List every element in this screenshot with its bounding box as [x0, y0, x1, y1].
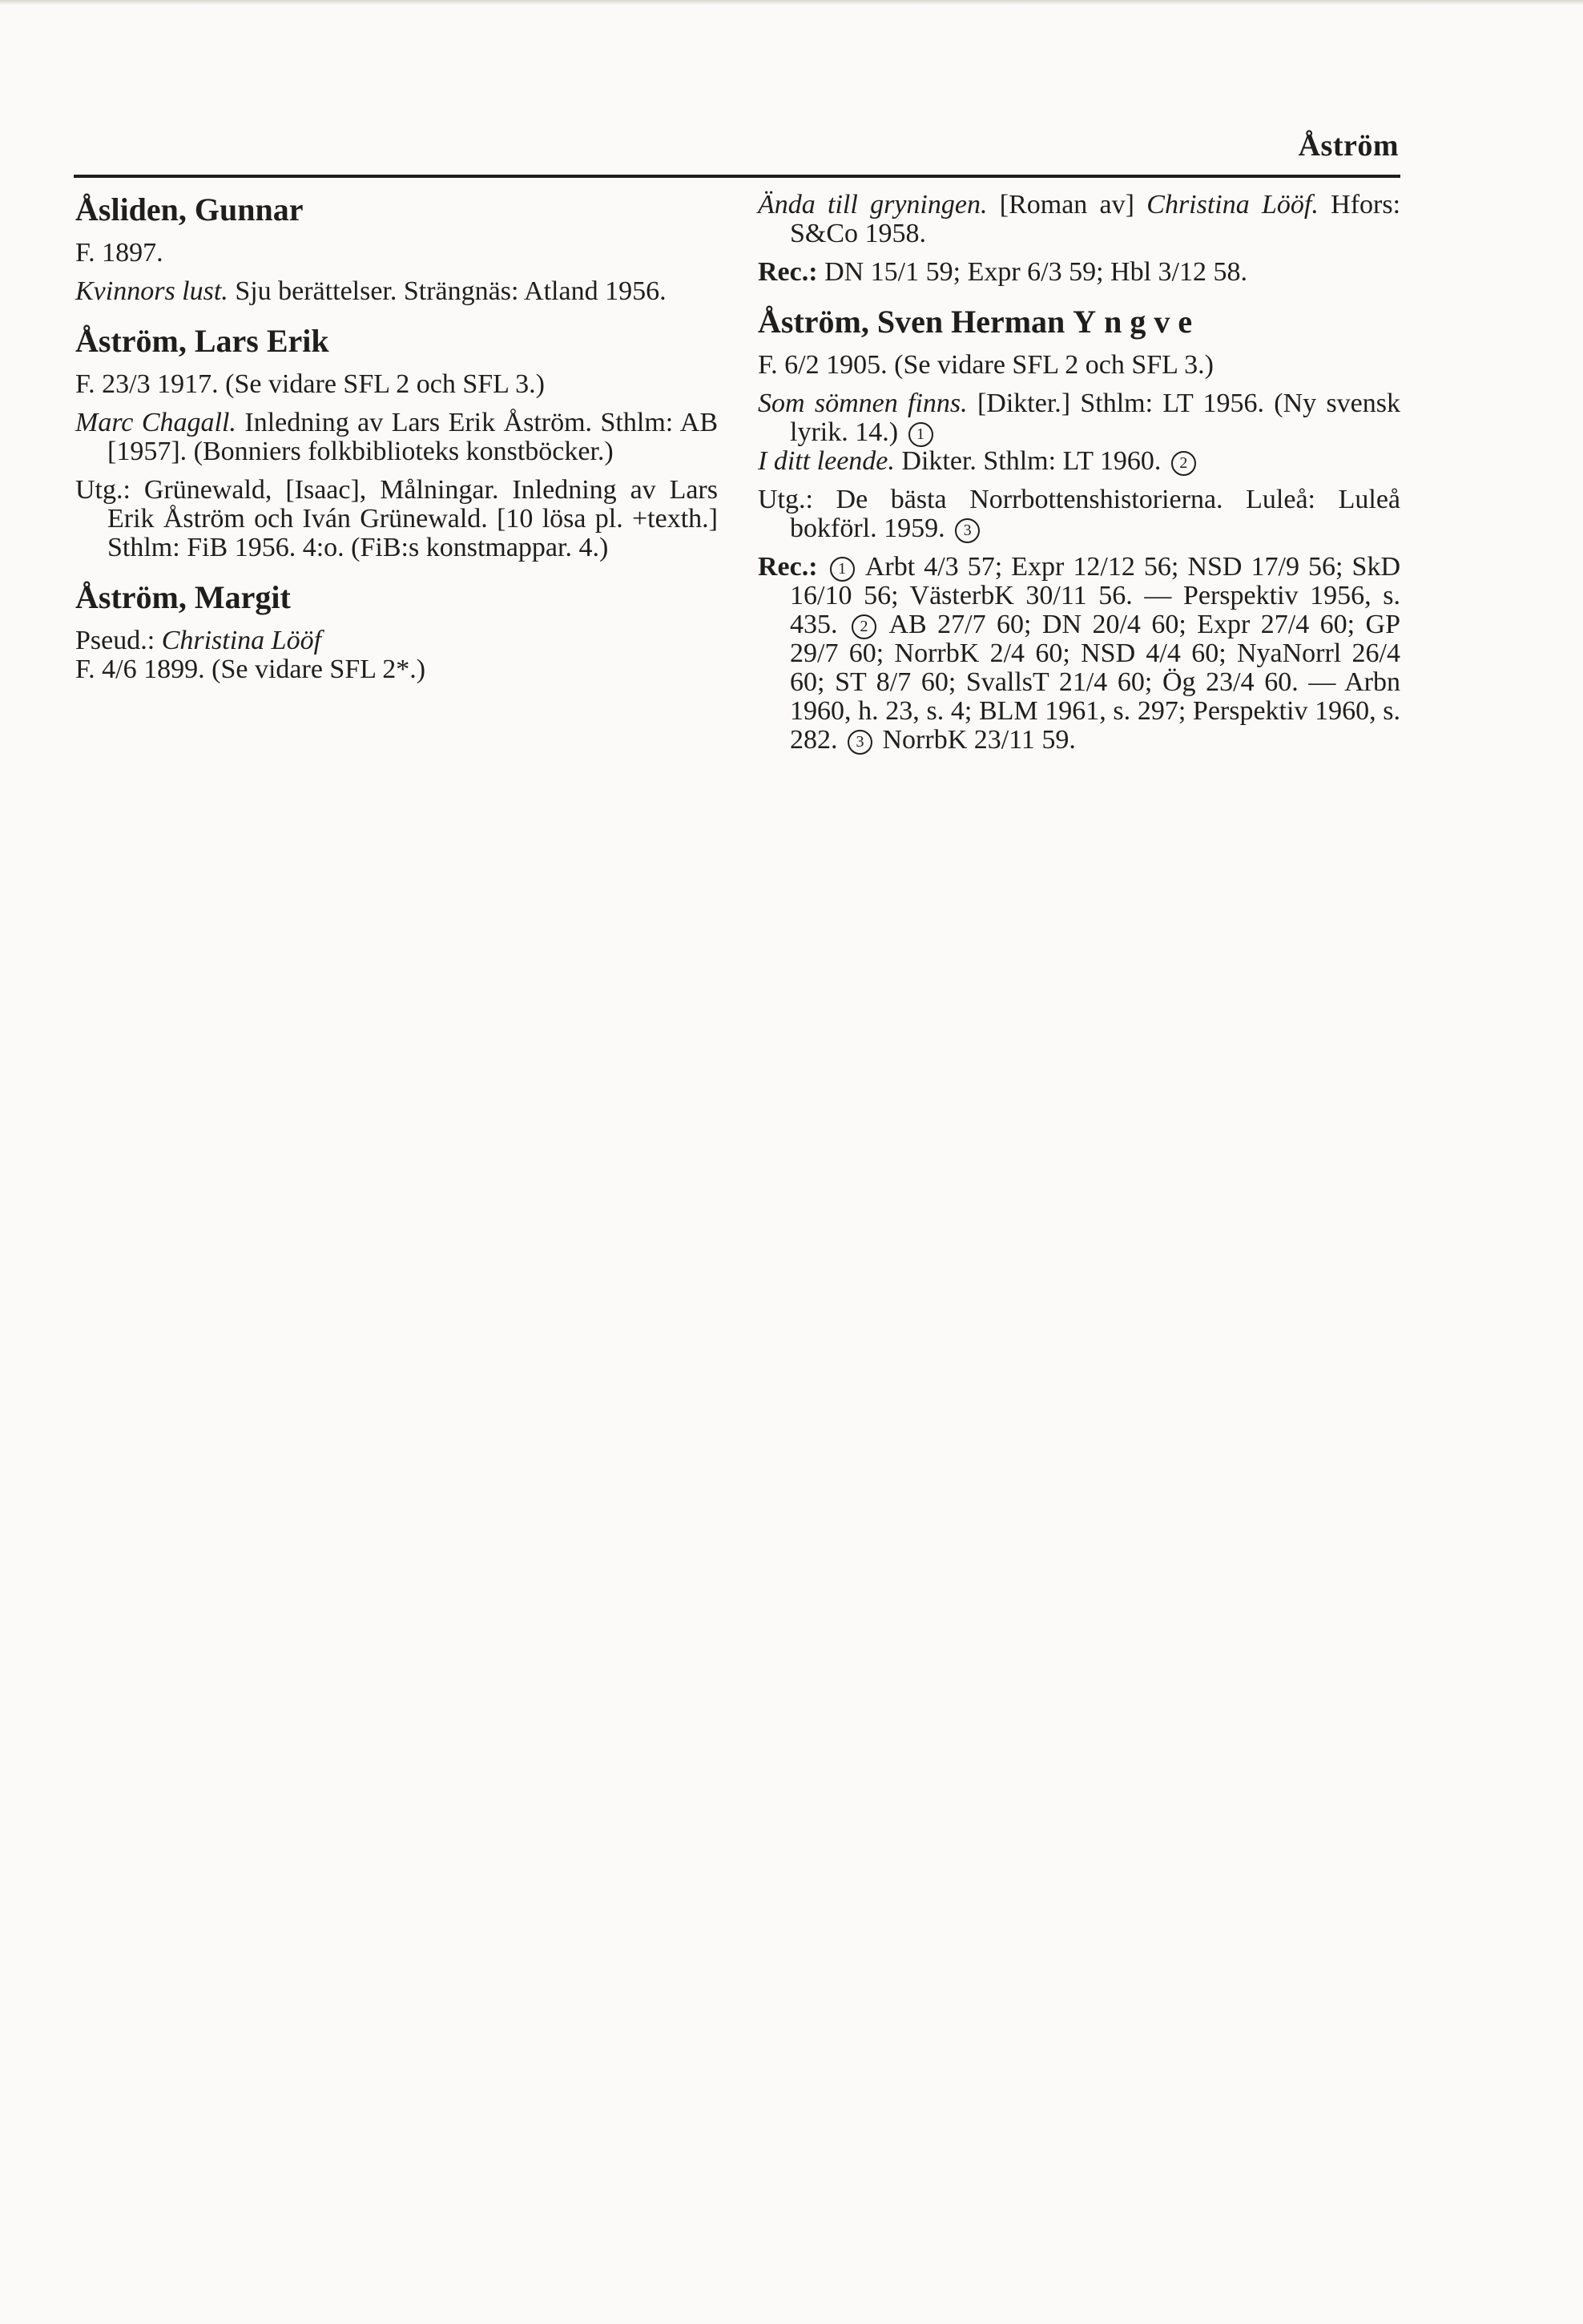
work-title: I ditt leende. — [758, 446, 895, 476]
header-rule — [74, 175, 1400, 178]
birth-line: F. 1897. — [75, 238, 163, 268]
work-entry: Kvinnors lust. Sju berättelser. Strängnäs: Atland 1956. — [75, 276, 667, 306]
circled-number-2: 2 — [1171, 451, 1196, 476]
review-list: Rec.: 1 Arbt 4/3 57; Expr 12/12 56; NSD 17/9 56; SkD 16/10 56; VästerbK 30/11 56. — Perspektiv 1956, s. 435. 2 AB 27/7 60; DN 20/4 60; Expr 27/4 60; GP 29/7 60; NorrbK 2/4 60; NSD 4/4 60; NyaNorrl 26/4 60; ST 8/7 60; SvallsT 21/4 60; Ög 23/4 60. — Arbn 1960, h. 23, s. 4; BLM 1961, s. 297; Perspektiv 1960, s. 282. 3 NorrbK 23/11 59. — [758, 552, 1401, 755]
right-column — [758, 191, 1400, 764]
edited-work: Utg.: De bästa Norrbottenshistorierna. Luleå: Luleå bokförl. 1959. 3 — [758, 485, 1400, 543]
running-head: Åström — [1298, 129, 1399, 163]
birth-line: F. 23/3 1917. (Se vidare SFL 2 och SFL 3.) — [75, 369, 545, 399]
work-title: Som sömnen finns. — [758, 389, 968, 418]
review-list: Rec.: DN 15/1 59; Expr 6/3 59; Hbl 3/12 58. — [758, 257, 1247, 287]
birth-line: F. 4/6 1899. (Se vidare SFL 2*.) — [75, 655, 426, 684]
edited-work: Utg.: Grünewald, [Isaac], Målningar. Inledning av Lars Erik Åström och Iván Grünewald. [10 lösa pl. +texth.] Sthlm: FiB 1956. 4:o. (FiB:s konstmappar. 4.) — [75, 475, 718, 562]
work-entry: Ända till gryningen. [Roman av] Christina Lööf. Hfors: S&Co 1958. — [758, 190, 1401, 248]
work-title: Kvinnors lust. — [75, 276, 228, 306]
circled-number-1: 1 — [908, 422, 933, 447]
circled-number-3: 3 — [955, 518, 980, 543]
left-column — [75, 191, 718, 694]
work-title: Ända till gryningen. — [758, 190, 988, 220]
work-entry: I ditt leende. Dikter. Sthlm: LT 1960. 2 — [758, 447, 1400, 476]
circled-number-1: 1 — [830, 557, 855, 582]
entry-name-margit: Åström, Margit — [75, 579, 291, 615]
pseudonym-line: Pseud.: Christina Lööf — [75, 626, 322, 655]
entry-name-sven-herman: Åström, Sven Herman Yngve — [758, 304, 1201, 340]
entry-name-asliden: Åsliden, Gunnar — [75, 191, 304, 228]
work-entry: Som sömnen finns. [Dikter.] Sthlm: LT 1956. (Ny svensk lyrik. 14.) 1 — [758, 389, 1400, 447]
work-entry: Marc Chagall. Inledning av Lars Erik Åström. Sthlm: AB [1957]. (Bonniers folkbiblioteks konstböcker.) — [75, 408, 719, 466]
work-title: Marc Chagall. — [75, 408, 236, 437]
circled-number-3: 3 — [848, 730, 872, 755]
circled-number-2: 2 — [852, 614, 876, 639]
entry-name-lars-erik: Åström, Lars Erik — [75, 323, 329, 359]
scan-edge — [0, 0, 1583, 5]
birth-line: F. 6/2 1905. (Se vidare SFL 2 och SFL 3.) — [758, 350, 1214, 380]
